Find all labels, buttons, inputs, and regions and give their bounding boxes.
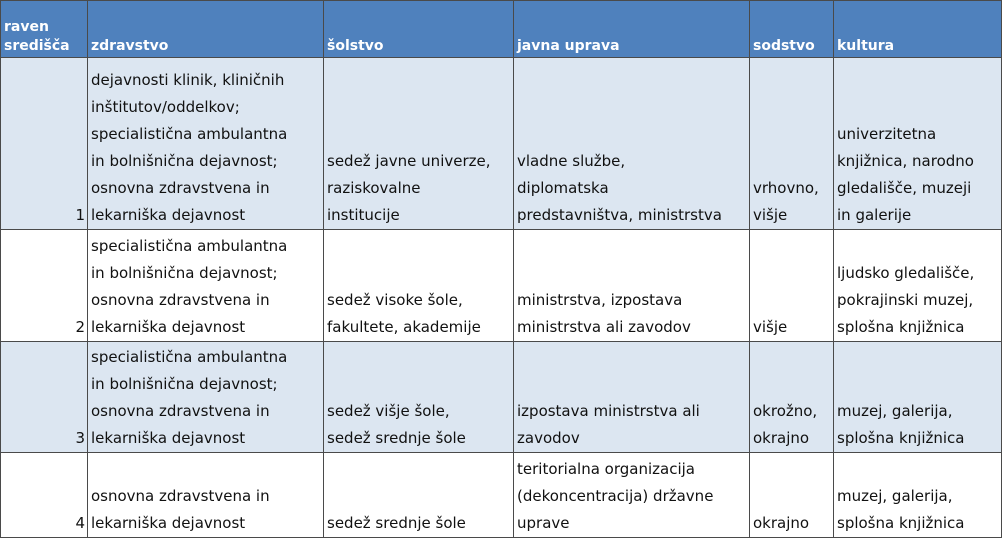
table-row bbox=[1, 58, 1002, 230]
table-row bbox=[1, 342, 1002, 453]
cell-level: 2 bbox=[1, 230, 88, 342]
cell-solstvo: sedež srednje šole bbox=[324, 453, 514, 538]
cell-javna-uprava: izpostava ministrstva ali zavodov bbox=[514, 342, 750, 453]
header-row bbox=[1, 1, 1002, 58]
cell-javna-uprava: vladne službe, diplomatska predstavništva, ministrstva bbox=[514, 58, 750, 230]
cell-level: 4 bbox=[1, 453, 88, 538]
table-row bbox=[1, 453, 1002, 538]
cell-solstvo: sedež višje šole, sedež srednje šole bbox=[324, 342, 514, 453]
cell-kultura: univerzitetna knjižnica, narodno gledališče, muzeji in galerije bbox=[834, 58, 1002, 230]
cell-solstvo: sedež javne univerze, raziskovalne institucije bbox=[324, 58, 514, 230]
header-raven-sredisca: raven središča bbox=[1, 1, 88, 58]
header-kultura: kultura bbox=[834, 1, 1002, 58]
cell-level: 3 bbox=[1, 342, 88, 453]
cell-zdravstvo: specialistična ambulantna in bolnišnična dejavnost; osnovna zdravstvena in lekarniška dejavnost bbox=[88, 230, 324, 342]
cell-javna-uprava: teritorialna organizacija (dekoncentracija) državne uprave bbox=[514, 453, 750, 538]
cell-sodstvo: okrajno bbox=[750, 453, 834, 538]
cell-solstvo: sedež visoke šole, fakultete, akademije bbox=[324, 230, 514, 342]
cell-sodstvo: okrožno, okrajno bbox=[750, 342, 834, 453]
header-sodstvo: sodstvo bbox=[750, 1, 834, 58]
cell-zdravstvo: osnovna zdravstvena in lekarniška dejavnost bbox=[88, 453, 324, 538]
header-zdravstvo: zdravstvo bbox=[88, 1, 324, 58]
cell-sodstvo: višje bbox=[750, 230, 834, 342]
cell-kultura: muzej, galerija, splošna knjižnica bbox=[834, 342, 1002, 453]
cell-kultura: muzej, galerija, splošna knjižnica bbox=[834, 453, 1002, 538]
table-row bbox=[1, 230, 1002, 342]
cell-kultura: ljudsko gledališče, pokrajinski muzej, splošna knjižnica bbox=[834, 230, 1002, 342]
cell-javna-uprava: ministrstva, izpostava ministrstva ali zavodov bbox=[514, 230, 750, 342]
cell-zdravstvo: dejavnosti klinik, kliničnih inštitutov/oddelkov; specialistična ambulantna in bolnišnična dejavnost; osnovna zdravstvena in lekarniška dejavnost bbox=[88, 58, 324, 230]
header-javna-uprava: javna uprava bbox=[514, 1, 750, 58]
cell-sodstvo: vrhovno, višje bbox=[750, 58, 834, 230]
header-solstvo: šolstvo bbox=[324, 1, 514, 58]
cell-level: 1 bbox=[1, 58, 88, 230]
cell-zdravstvo: specialistična ambulantna in bolnišnična dejavnost; osnovna zdravstvena in lekarniška dejavnost bbox=[88, 342, 324, 453]
